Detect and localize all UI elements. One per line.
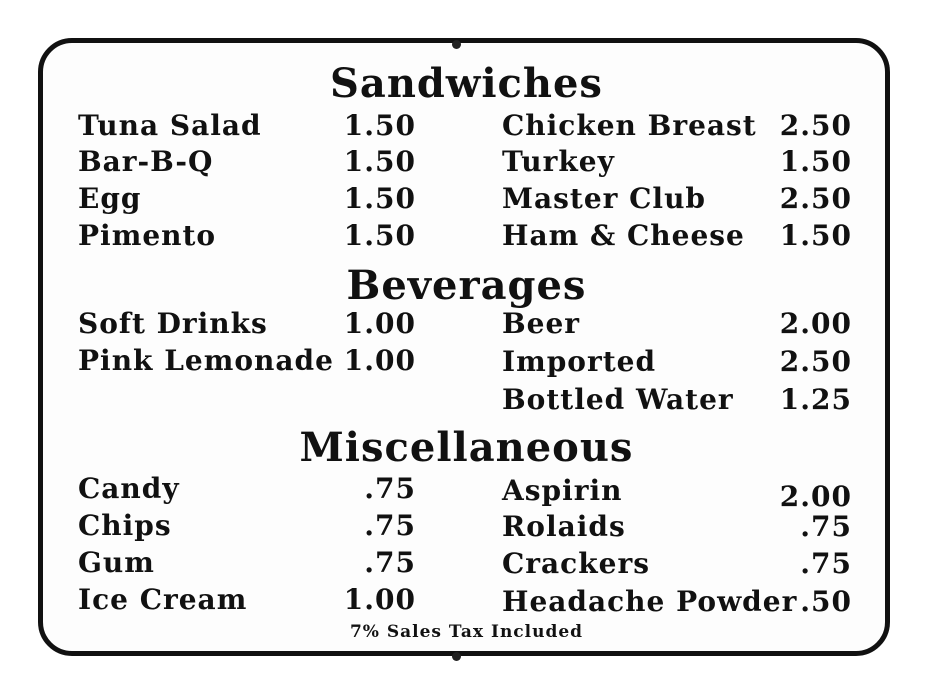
menu-item (78, 343, 416, 379)
item-name: Candy (78, 472, 180, 505)
item-name: Headache Powder (502, 585, 798, 618)
menu-item (78, 218, 416, 254)
menu-item (502, 218, 852, 254)
menu-item (78, 582, 416, 618)
item-name: Egg (78, 182, 142, 215)
menu-item (78, 545, 416, 581)
item-price: .75 (800, 510, 852, 543)
menu-item (502, 181, 852, 217)
item-name: Soft Drinks (78, 307, 268, 340)
menu-item (502, 344, 852, 380)
menu-item (502, 306, 852, 342)
item-name: Pimento (78, 219, 217, 252)
item-price: .75 (364, 546, 416, 579)
item-price: 2.00 (779, 480, 852, 513)
menu-item (78, 181, 416, 217)
section-heading-sandwiches: Sandwiches (330, 60, 603, 107)
menu-item (78, 471, 416, 507)
item-name: Bottled Water (502, 383, 734, 416)
item-name: Imported (502, 345, 657, 378)
item-price: 1.00 (343, 307, 416, 340)
mounting-hole-top (452, 40, 461, 49)
item-price: 1.50 (343, 219, 416, 252)
item-price: 1.00 (343, 344, 416, 377)
item-name: Bar-B-Q (78, 145, 214, 178)
sales-tax-note: 7% Sales Tax Included (349, 622, 584, 642)
menu-item (502, 144, 852, 180)
menu-item (78, 306, 416, 342)
item-price: 1.50 (343, 145, 416, 178)
item-name: Rolaids (502, 510, 626, 543)
menu-item (502, 546, 852, 582)
menu-item (502, 382, 852, 418)
section-heading-beverages: Beverages (346, 262, 587, 309)
item-name: Ham & Cheese (502, 219, 745, 252)
menu-item (78, 144, 416, 180)
item-price: 2.50 (779, 109, 852, 142)
item-name: Gum (78, 546, 155, 579)
item-name: Tuna Salad (78, 109, 262, 142)
menu-item (502, 509, 852, 545)
item-price: 2.50 (779, 345, 852, 378)
item-price: 2.50 (779, 182, 852, 215)
item-name: Chips (78, 509, 172, 542)
item-price: .50 (800, 585, 852, 618)
item-name: Ice Cream (78, 583, 248, 616)
item-price: 1.00 (343, 583, 416, 616)
item-name: Crackers (502, 547, 650, 580)
item-name: Pink Lemonade (78, 344, 334, 377)
section-heading-miscellaneous: Miscellaneous (299, 424, 634, 471)
item-price: 1.50 (779, 219, 852, 252)
item-price: .75 (364, 472, 416, 505)
item-price: 1.25 (779, 383, 852, 416)
item-price: 2.00 (779, 307, 852, 340)
item-name: Aspirin (502, 474, 623, 507)
item-price: .75 (800, 547, 852, 580)
menu-item (78, 108, 416, 144)
item-price: .75 (364, 509, 416, 542)
mounting-hole-bottom (452, 652, 461, 661)
item-price: 1.50 (779, 145, 852, 178)
item-name: Master Club (502, 182, 707, 215)
item-price: 1.50 (343, 182, 416, 215)
item-name: Beer (502, 307, 581, 340)
item-name: Turkey (502, 145, 615, 178)
item-price: 1.50 (343, 109, 416, 142)
item-name: Chicken Breast (502, 109, 757, 142)
menu-item (502, 584, 852, 620)
menu-item (502, 108, 852, 144)
menu-item (78, 508, 416, 544)
menu-item (502, 473, 852, 513)
